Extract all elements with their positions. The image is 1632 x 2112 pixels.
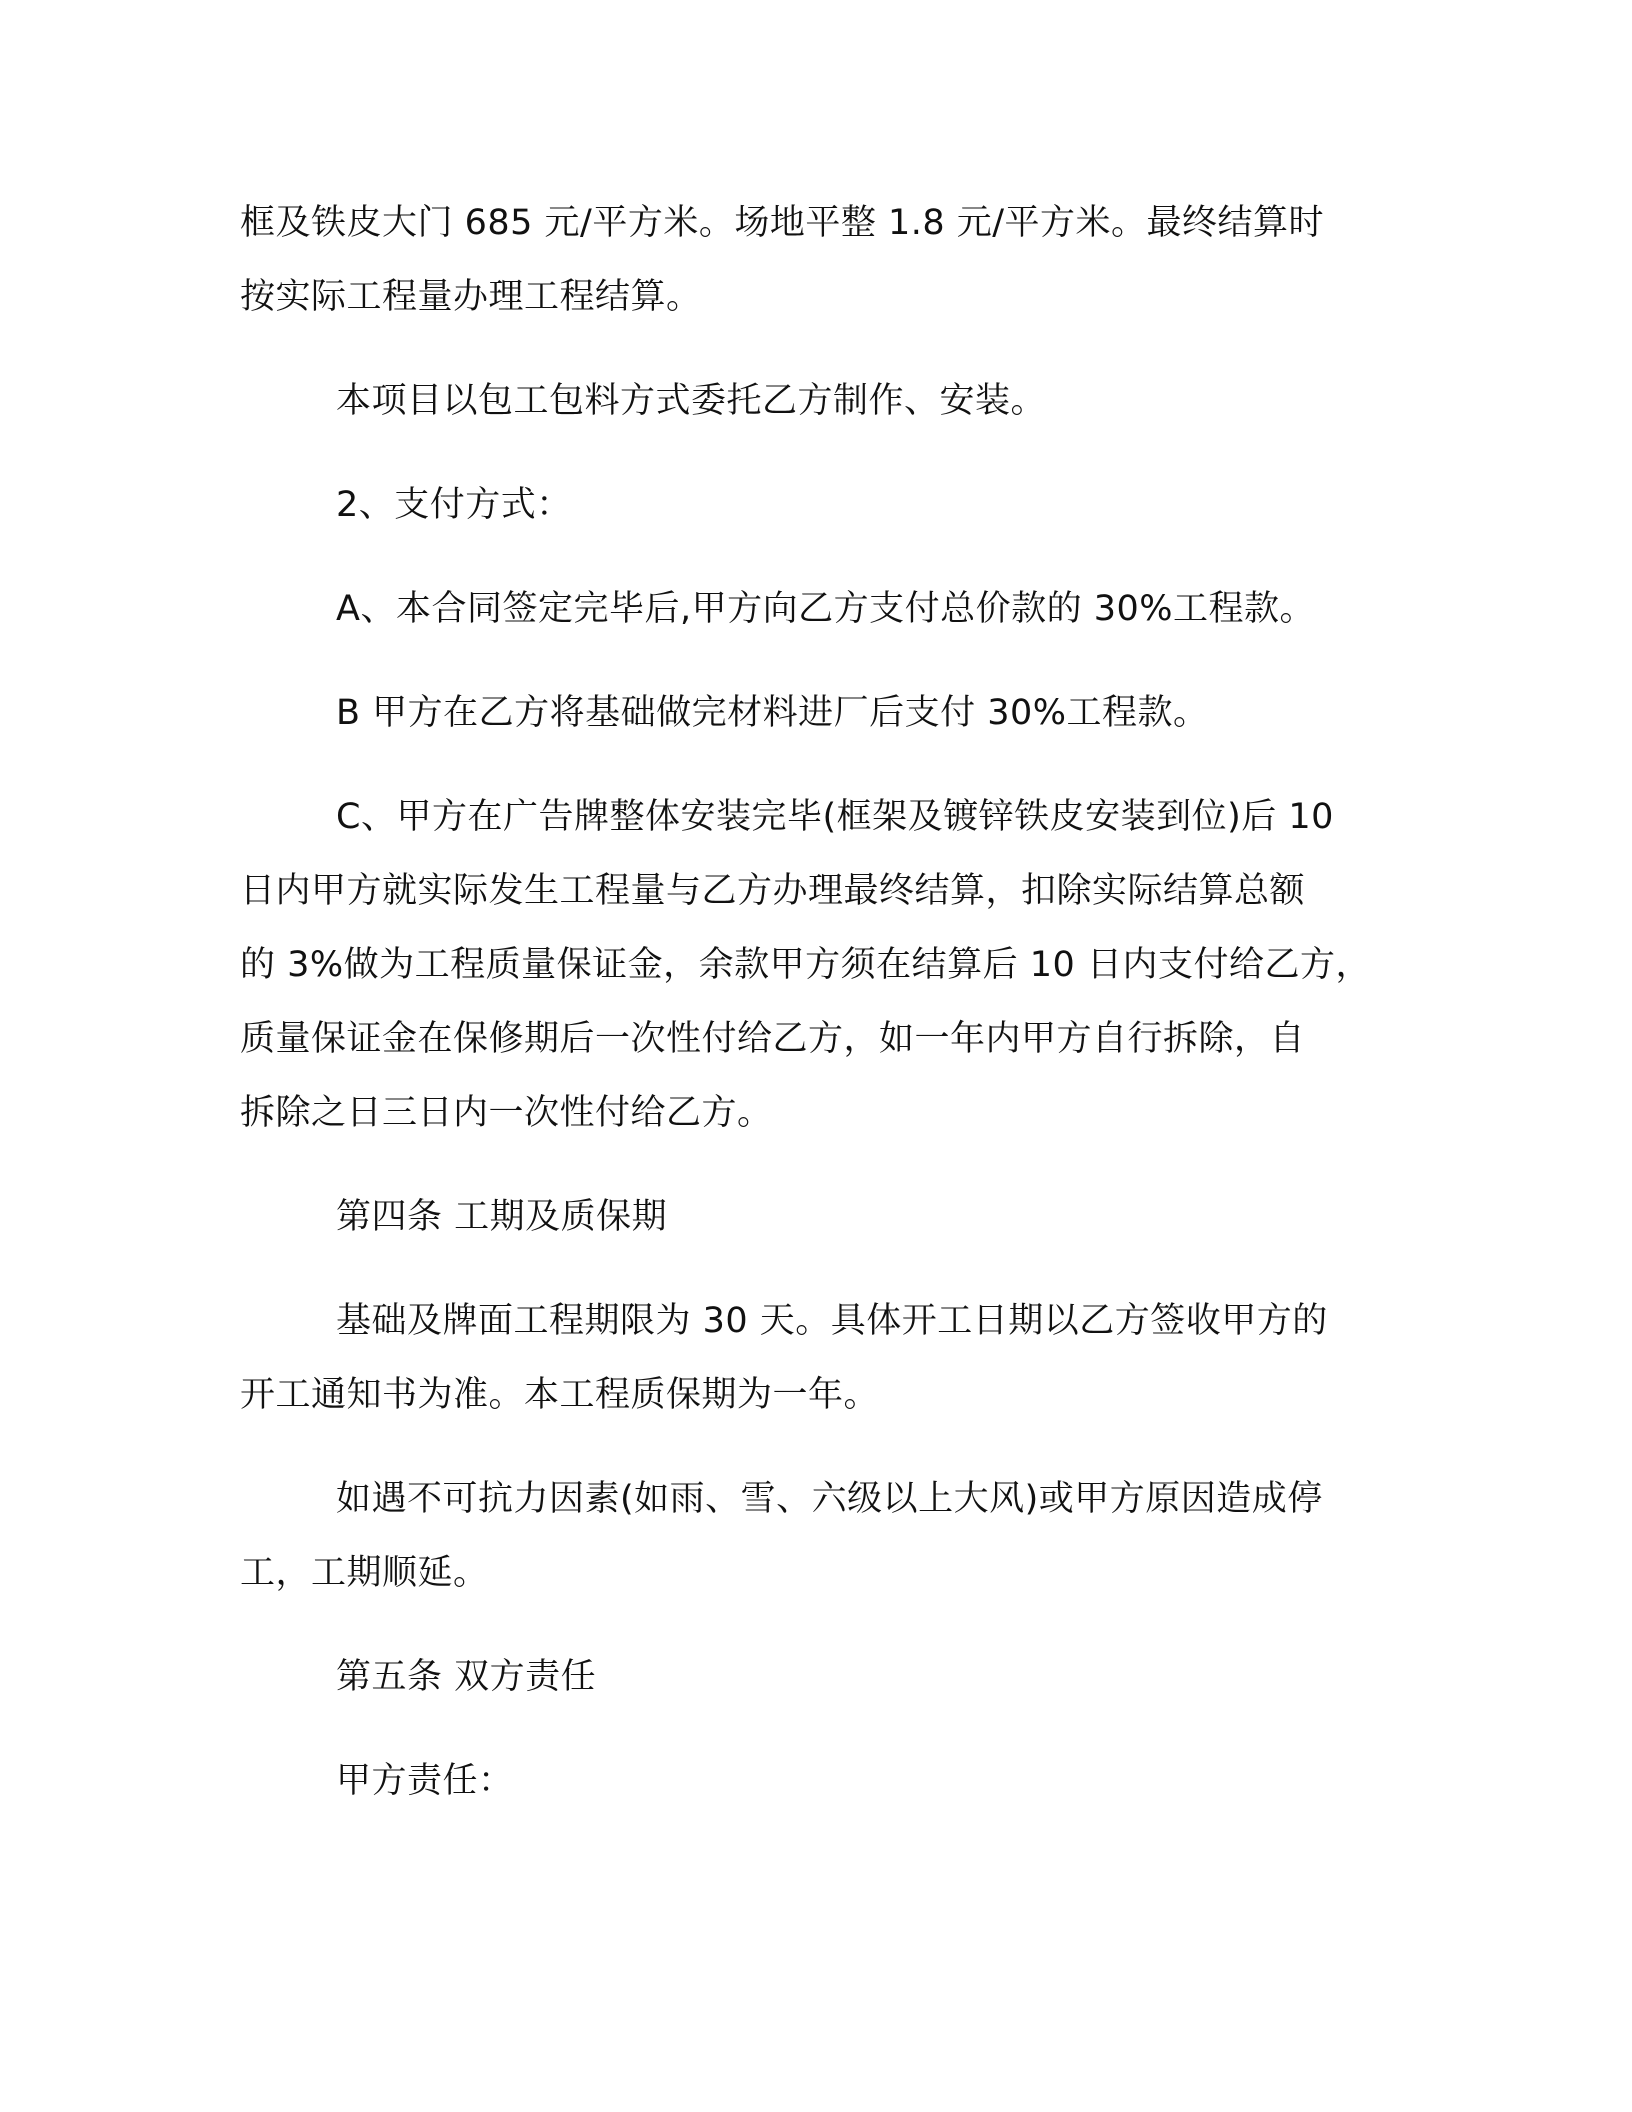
paragraph-price-settlement (240, 186, 1415, 334)
paragraph-payment-a (240, 572, 1415, 646)
text-line: 工，工期顺延。 (240, 1553, 489, 1593)
text-line: 拆除之日三日内一次性付给乙方。 (240, 1093, 773, 1133)
document-body (240, 186, 1415, 1848)
text-line: 本项目以包工包料方式委托乙方制作、安装。 (336, 381, 1047, 421)
section-heading-article-5 (240, 1640, 1415, 1714)
paragraph-force-majeure (240, 1462, 1415, 1610)
paragraph-payment-b (240, 676, 1415, 750)
paragraph-party-a-duties (240, 1744, 1415, 1818)
text-line: 日内甲方就实际发生工程量与乙方办理最终结算，扣除实际结算总额 (240, 871, 1306, 911)
text-line: 甲方责任： (336, 1761, 514, 1801)
text-line: 基础及牌面工程期限为 30 天。具体开工日期以乙方签收甲方的 (336, 1301, 1328, 1341)
text-line: C、甲方在广告牌整体安装完毕(框架及镀锌铁皮安装到位)后 10 (336, 797, 1334, 837)
paragraph-contract-method (240, 364, 1415, 438)
paragraph-construction-period (240, 1284, 1415, 1432)
text-line: 的 3%做为工程质量保证金，余款甲方须在结算后 10 日内支付给乙方， (240, 945, 1371, 985)
section-heading-article-4 (240, 1180, 1415, 1254)
text-line: 第五条 双方责任 (336, 1657, 597, 1697)
text-line: 按实际工程量办理工程结算。 (240, 277, 702, 317)
text-line: 框及铁皮大门 685 元/平方米。场地平整 1.8 元/平方米。最终结算时 (240, 203, 1325, 243)
text-line: 质量保证金在保修期后一次性付给乙方，如一年内甲方自行拆除，自 (240, 1019, 1306, 1059)
text-line: A、本合同签定完毕后,甲方向乙方支付总价款的 30%工程款。 (336, 589, 1315, 629)
text-line: 2、支付方式： (336, 485, 572, 525)
text-line: 如遇不可抗力因素(如雨、雪、六级以上大风)或甲方原因造成停 (336, 1479, 1323, 1519)
paragraph-payment-c (240, 780, 1415, 1150)
paragraph-payment-heading (240, 468, 1415, 542)
text-line: 开工通知书为准。本工程质保期为一年。 (240, 1375, 880, 1415)
text-line: B 甲方在乙方将基础做完材料进厂后支付 30%工程款。 (336, 693, 1209, 733)
text-line: 第四条 工期及质保期 (336, 1197, 668, 1237)
